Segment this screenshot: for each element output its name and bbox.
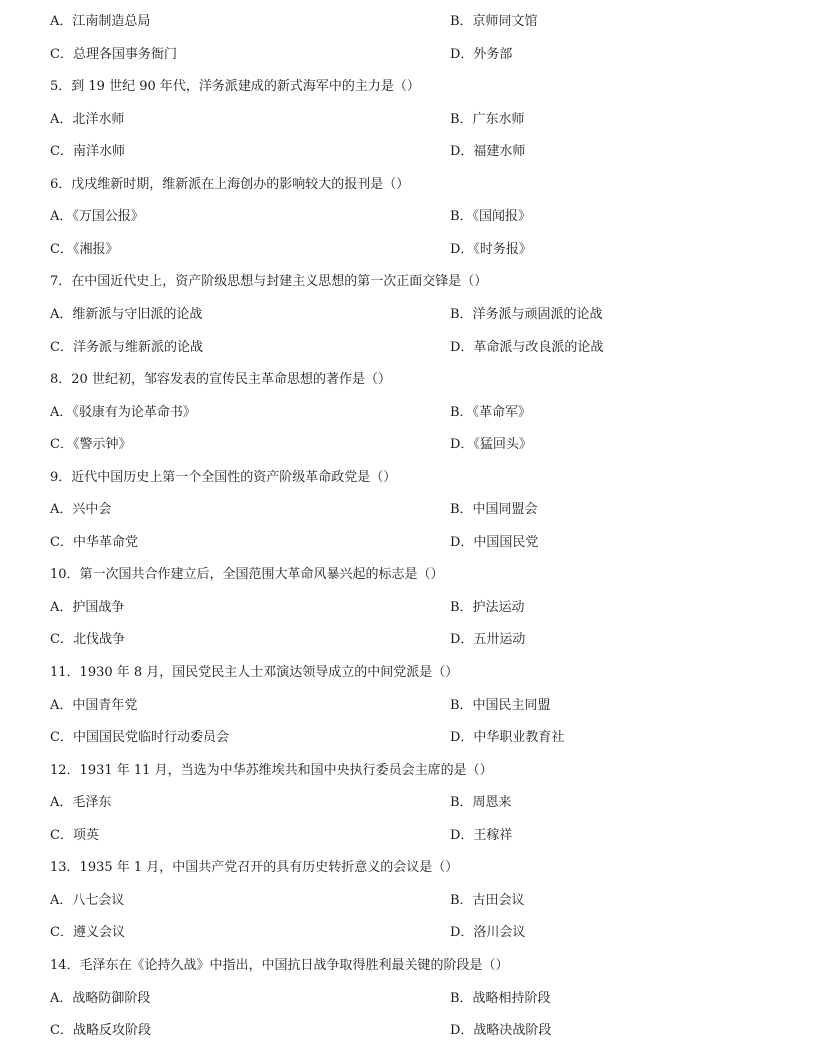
option-left: C．《湘报》 bbox=[50, 241, 119, 257]
option-row bbox=[50, 826, 513, 846]
option-left: C．《警示钟》 bbox=[50, 437, 132, 453]
option-left: A．战略防御阶段 bbox=[50, 990, 151, 1006]
option-left: A．《万国公报》 bbox=[50, 209, 144, 225]
option-right: D．中国国民党 bbox=[450, 534, 539, 550]
option-row bbox=[50, 142, 526, 162]
option-left: C．项英 bbox=[50, 827, 99, 843]
question-stem: 9．近代中国历史上第一个全国性的资产阶级革命政党是（） bbox=[50, 469, 397, 485]
question-stem: 5．到 19 世纪 90 年代，洋务派建成的新式海军中的主力是（） bbox=[50, 79, 420, 95]
option-row bbox=[50, 45, 513, 65]
option-right: B．洋务派与顽固派的论战 bbox=[450, 306, 603, 322]
option-left: C．战略反攻阶段 bbox=[50, 1023, 151, 1039]
option-right: D．洛川会议 bbox=[450, 925, 526, 941]
option-row bbox=[50, 1021, 552, 1041]
option-row bbox=[50, 696, 551, 716]
option-left: C．遵义会议 bbox=[50, 925, 125, 941]
option-left: C．南洋水师 bbox=[50, 144, 125, 160]
option-right: D．福建水师 bbox=[450, 144, 526, 160]
option-left: C．北伐战争 bbox=[50, 632, 125, 648]
option-right: B．战略相持阶段 bbox=[450, 990, 551, 1006]
option-left: A．兴中会 bbox=[50, 502, 112, 518]
option-left: C．中华革命党 bbox=[50, 534, 138, 550]
option-row bbox=[50, 500, 538, 520]
option-right: B．周恩来 bbox=[450, 795, 512, 811]
option-left: A．《驳康有为论革命书》 bbox=[50, 404, 196, 420]
option-row bbox=[50, 338, 604, 358]
option-left: A．北洋水师 bbox=[50, 111, 125, 127]
option-left: C．洋务派与维新派的论战 bbox=[50, 339, 203, 355]
option-right: D．中华职业教育社 bbox=[450, 730, 565, 746]
option-row bbox=[50, 728, 565, 748]
option-right: D．《猛回头》 bbox=[450, 437, 532, 453]
option-right: B．古田会议 bbox=[450, 892, 525, 908]
question-stem: 8．20 世纪初，邹容发表的宣传民主革命思想的著作是（） bbox=[50, 372, 391, 388]
option-left: A．八七会议 bbox=[50, 892, 125, 908]
option-left: A．中国青年党 bbox=[50, 697, 138, 713]
option-right: B．《国闻报》 bbox=[450, 209, 532, 225]
question-stem: 12．1931 年 11 月，当选为中华苏维埃共和国中央执行委员会主席的是（） bbox=[50, 762, 493, 778]
question-stem: 7．在中国近代史上，资产阶级思想与封建主义思想的第一次正面交锋是（） bbox=[50, 274, 488, 290]
question-stem: 6．戊戌维新时期，维新派在上海创办的影响较大的报刊是（） bbox=[50, 176, 410, 192]
option-right: B．《革命军》 bbox=[450, 404, 532, 420]
option-row bbox=[50, 207, 532, 227]
option-left: A．护国战争 bbox=[50, 599, 125, 615]
option-right: D．外务部 bbox=[450, 46, 513, 62]
option-row bbox=[50, 12, 538, 32]
option-right: B．中国民主同盟 bbox=[450, 697, 551, 713]
option-row bbox=[50, 793, 512, 813]
option-right: D．革命派与改良派的论战 bbox=[450, 339, 604, 355]
option-right: D．《时务报》 bbox=[450, 241, 532, 257]
question-stem: 11．1930 年 8 月，国民党民主人士邓演达领导成立的中间党派是（） bbox=[50, 665, 459, 680]
option-right: D．王稼祥 bbox=[450, 827, 513, 843]
option-row bbox=[50, 989, 551, 1009]
question-stem: 10．第一次国共合作建立后，全国范围大革命风暴兴起的标志是（） bbox=[50, 567, 444, 583]
option-row bbox=[50, 533, 539, 553]
option-left: A．毛泽东 bbox=[50, 795, 112, 811]
option-left: C．总理各国事务衙门 bbox=[50, 46, 177, 62]
option-right: B．京师同文馆 bbox=[450, 14, 538, 29]
option-row bbox=[50, 435, 532, 455]
option-row bbox=[50, 598, 525, 618]
question-stem: 13．1935 年 1 月，中国共产党召开的具有历史转折意义的会议是（） bbox=[50, 860, 459, 876]
option-row bbox=[50, 110, 525, 130]
option-row bbox=[50, 630, 526, 650]
option-right: B．护法运动 bbox=[450, 599, 525, 615]
option-left: A．江南制造总局 bbox=[50, 14, 151, 29]
option-row bbox=[50, 891, 525, 911]
option-right: D．战略决战阶段 bbox=[450, 1023, 552, 1039]
option-row bbox=[50, 305, 603, 325]
option-left: A．维新派与守旧派的论战 bbox=[50, 306, 203, 322]
option-right: B．广东水师 bbox=[450, 111, 525, 127]
option-right: B．中国同盟会 bbox=[450, 502, 538, 518]
option-row bbox=[50, 403, 532, 423]
option-row bbox=[50, 923, 526, 943]
question-stem: 14．毛泽东在《论持久战》中指出，中国抗日战争取得胜利最关键的阶段是（） bbox=[50, 957, 509, 973]
option-row bbox=[50, 240, 532, 260]
option-left: C．中国国民党临时行动委员会 bbox=[50, 730, 229, 746]
option-right: D．五卅运动 bbox=[450, 632, 526, 648]
